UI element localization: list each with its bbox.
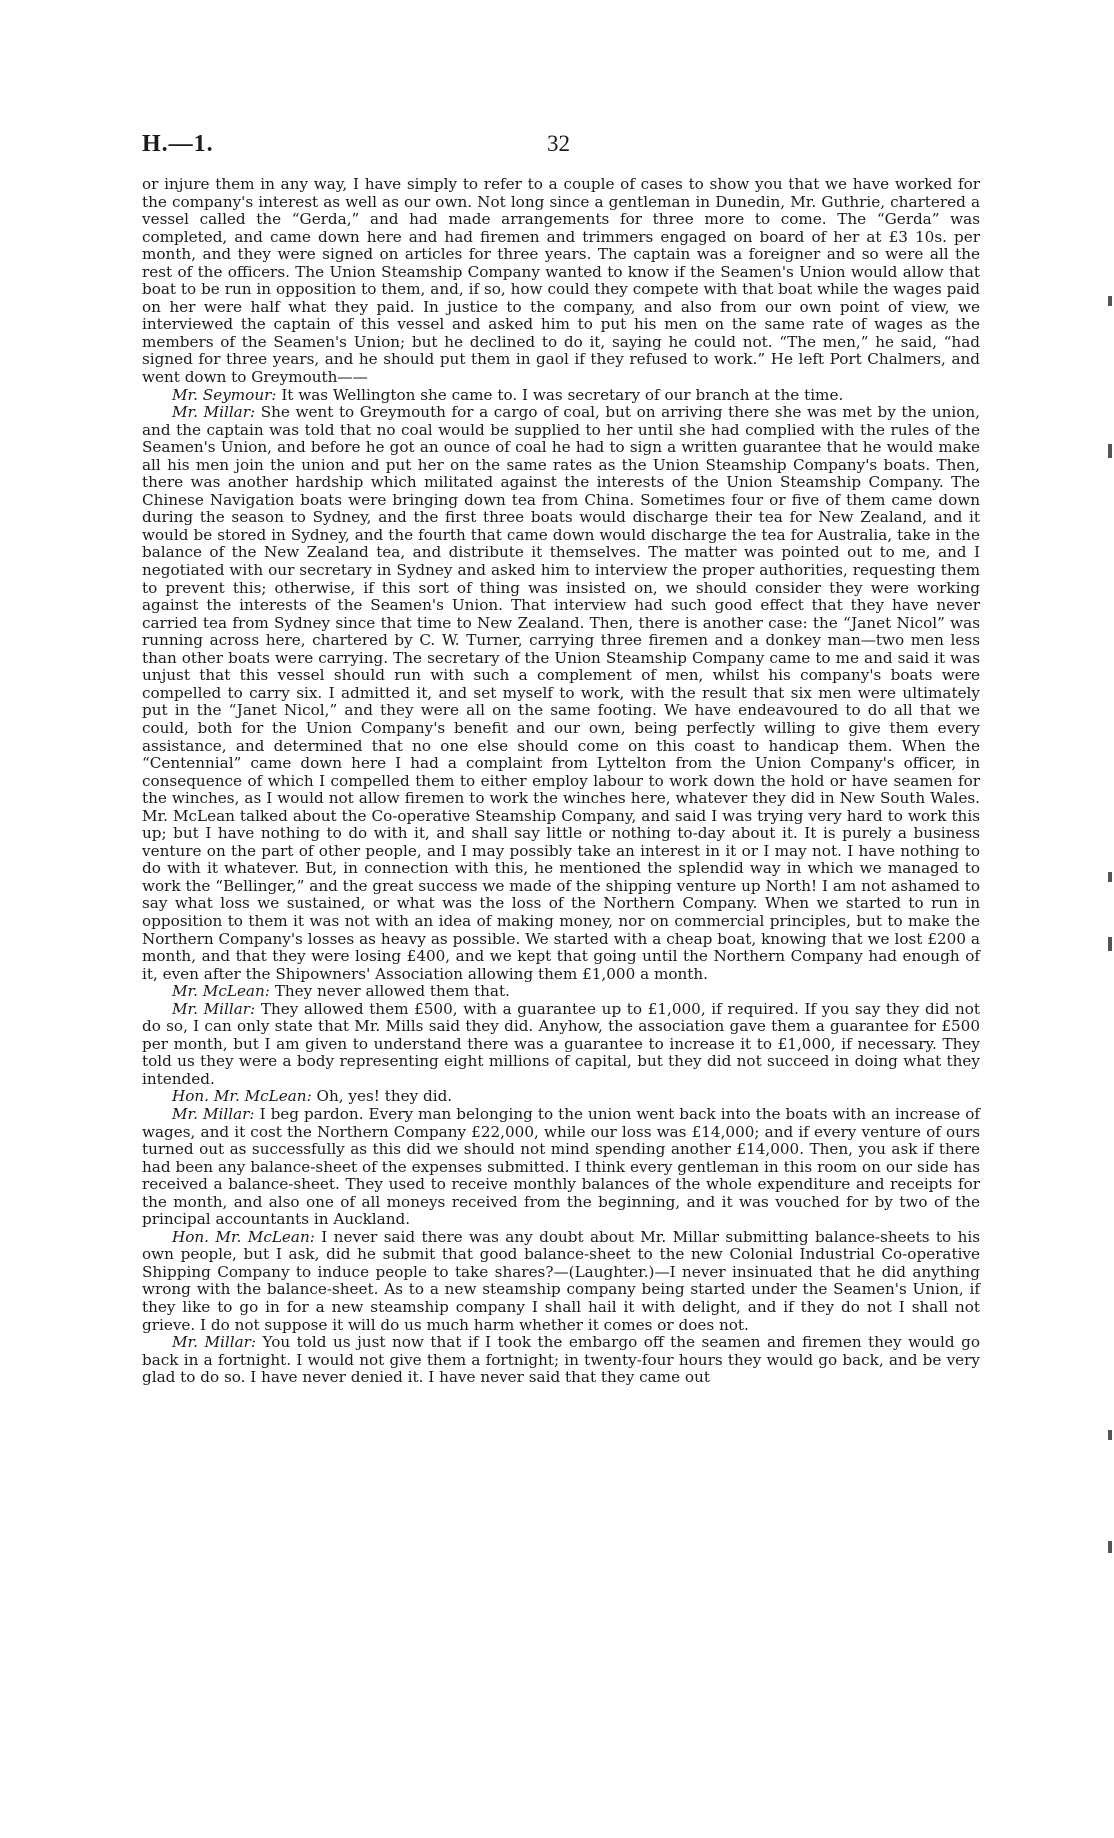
scan-margin-mark <box>1108 444 1112 458</box>
body-text <box>142 176 980 1387</box>
paragraph-text: I never said there was any doubt about Mr. Millar submitting balance-sheets to his own people, but I ask, did he submit that good balance-sheet to the new Colonial Industrial Co-operative Shipping Company to induce people to take shares?—(Laughter.)—I never insinuated that he did anything wrong with the balance-sheet. As to a new steamship company being started under the Seamen's Union, if they like to go in for a new steamship company I shall hail it with delight, and if they do not I shall not grieve. I do not suppose it will do us much harm whether it comes or does not. <box>142 1227 980 1334</box>
paragraph-text: They never allowed them that. <box>274 982 510 1001</box>
paragraph-text: She went to Greymouth for a cargo of coal, but on arriving there she was met by the union, and the captain was told that no coal would be supplied to her until she had complied with the rules of the Seamen's Union, and before he got an ounce of coal he had to sign a written guarantee that he would make all his men join the union and put her on the same rates as the Union Steamship Company's boats. Then, there was another hardship which militated against the interests of the Union Steamship Company. The Chinese Navigation boats were bringing down tea from China. Sometimes four or five of them came down during the season to Sydney, and the first three boats would discharge their tea for New Zealand, and it would be stored in Sydney, and the fourth that came down would discharge the tea for Australia, take in the balance of the New Zealand tea, and distribute it themselves. The matter was pointed out to me, and I negotiated with our secretary in Sydney and asked him to interview the proper authorities, requesting them to prevent this; otherwise, if this sort of thing was insisted on, we should consider they were working against the interests of the Seamen's Union. That interview had such good effect that they have never carried tea from Sydney since that time to New Zealand. Then, there is another case: the “Janet Nicol” was running across here, chartered by C. W. Turner, carrying three firemen and a donkey man—two men less than other boats were carrying. The secretary of the Union Steamship Company came to me and said it was unjust that this vessel should run with such a complement of men, whilst his company's boats were compelled to carry six. I admitted it, and set myself to work, with the result that six men were ultimately put in the “Janet Nicol,” and they were all on the same footing. We have endeavoured to do all that we could, both for the Union Company's benefit and our own, being perfectly willing to give them every assistance, and determined that no one else should come on this coast to handicap them. When the “Centennial” came down here I had a complaint from Lyttelton from the Union Company's officer, in consequence of which I compelled them to either employ labour to work down the hold or have seamen for the winches, as I would not allow firemen to work the winches here, whatever they did in New South Wales. Mr. McLean talked about the Co-operative Steamship Company, and said I was trying very hard to work this up; but I have nothing to do with it, and shall say little or nothing to-day about it. It is purely a business venture on the part of other people, and I may possibly take an interest in it or I may not. I have nothing to do with it whatever. But, in connection with this, he mentioned the splendid way in which we managed to work the “Bellinger,” and the great success we made of the shipping venture up North! I am not ashamed to say what loss we sustained, or what was the loss of the Northern Company. When we started to run in opposition to them it was not with an idea of making money, nor on commercial principles, but to make the Northern Company's losses as heavy as possible. We started with a cheap boat, knowing that we lost £200 a month, and that they were losing £400, and we kept that going until the Northern Company had enough of it, even after the Shipowners' Association allowing them £1,000 a month. <box>142 403 981 983</box>
paragraph <box>142 387 980 405</box>
paragraph-text: It was Wellington she came to. I was secretary of our branch at the time. <box>281 385 844 404</box>
paragraph-text: Oh, yes! they did. <box>316 1087 453 1106</box>
speaker-name: Hon. Mr. McLean: <box>172 1087 312 1106</box>
speaker-name: Mr. Millar: <box>172 403 256 422</box>
paragraph <box>142 404 980 983</box>
scan-margin-mark <box>1108 296 1112 306</box>
speaker-name: Mr. Millar: <box>172 1104 255 1123</box>
scan-margin-mark <box>1108 1430 1112 1440</box>
paragraph-text: I beg pardon. Every man belonging to the union went back into the boats with an increase of wages, and it cost the Northern Company £22,000, while our loss was £14,000; and if every venture of ours turned out as successfully as this did we should not mind spending another £14,000. Then, you ask if there had been any balance-sheet of the expenses submitted. I think every gentleman in this room on our side has received a balance-sheet. They used to receive monthly balances of the whole expenditure and receipts for the month, and also one of all moneys received from the beginning, and it was vouched for by two of the principal accountants in Auckland. <box>142 1104 980 1229</box>
speaker-name: Mr. McLean: <box>172 982 270 1001</box>
page-number: 32 <box>547 131 570 156</box>
paragraph-text: They allowed them £500, with a guarantee up to £1,000, if required. If you say they did not do so, I can only state that Mr. Mills said they did. Anyhow, the association gave them a guarantee for £500 per month, but I am given to understand there was a guarantee to increase it to £1,000, if necessary. They told us they were a body representing eight millions of capital, but they did not succeed in doing what they intended. <box>142 999 980 1088</box>
document-reference: H.—1. <box>142 131 214 157</box>
speaker-name: Hon. Mr. McLean: <box>172 1227 315 1246</box>
scan-margin-mark <box>1108 937 1112 951</box>
paragraph <box>142 1106 980 1229</box>
paragraph-text: or injure them in any way, I have simply to refer to a couple of cases to show you that we have worked for the company's interest as well as our own. Not long since a gentleman in Dunedin, Mr. Guthrie, chartered a vessel called the “Gerda,” and had made arrangements for three more to come. The “Gerda” was completed, and came down here and had firemen and trimmers engaged on board of her at £3 10s. per month, and they were signed on articles for three years. The captain was a foreigner and so were all the rest of the officers. The Union Steamship Company wanted to know if the Seamen's Union would allow that boat to be run in opposition to them, and, if so, how could they compete with that boat while the wages paid on her were half what they paid. In justice to the company, and also from our own point of view, we interviewed the captain of this vessel and asked him to put his men on the same rate of wages as the members of the Seamen's Union; but he declined to do it, saying he could not. “The men,” he said, “had signed for three years, and he should put them in gaol if they refused to work.” He left Port Chalmers, and went down to Greymouth—— <box>142 175 980 387</box>
paragraph <box>142 176 980 387</box>
paragraph <box>142 1088 980 1106</box>
paragraph <box>142 1334 980 1387</box>
page-header <box>142 131 978 165</box>
speaker-name: Mr. Millar: <box>172 1333 257 1352</box>
paragraph-text: You told us just now that if I took the embargo off the seamen and firemen they would go back in a fortnight. I would not give them a fortnight; in twenty-four hours they would go back, and be very glad to do so. I have never denied it. I have never said that they came out <box>142 1333 981 1387</box>
paragraph <box>142 1001 980 1089</box>
speaker-name: Mr. Seymour: <box>172 385 277 404</box>
scan-margin-mark <box>1108 1541 1112 1553</box>
scan-margin-mark <box>1108 872 1112 882</box>
speaker-name: Mr. Millar: <box>172 999 256 1018</box>
paragraph <box>142 1229 980 1334</box>
paragraph <box>142 983 980 1001</box>
